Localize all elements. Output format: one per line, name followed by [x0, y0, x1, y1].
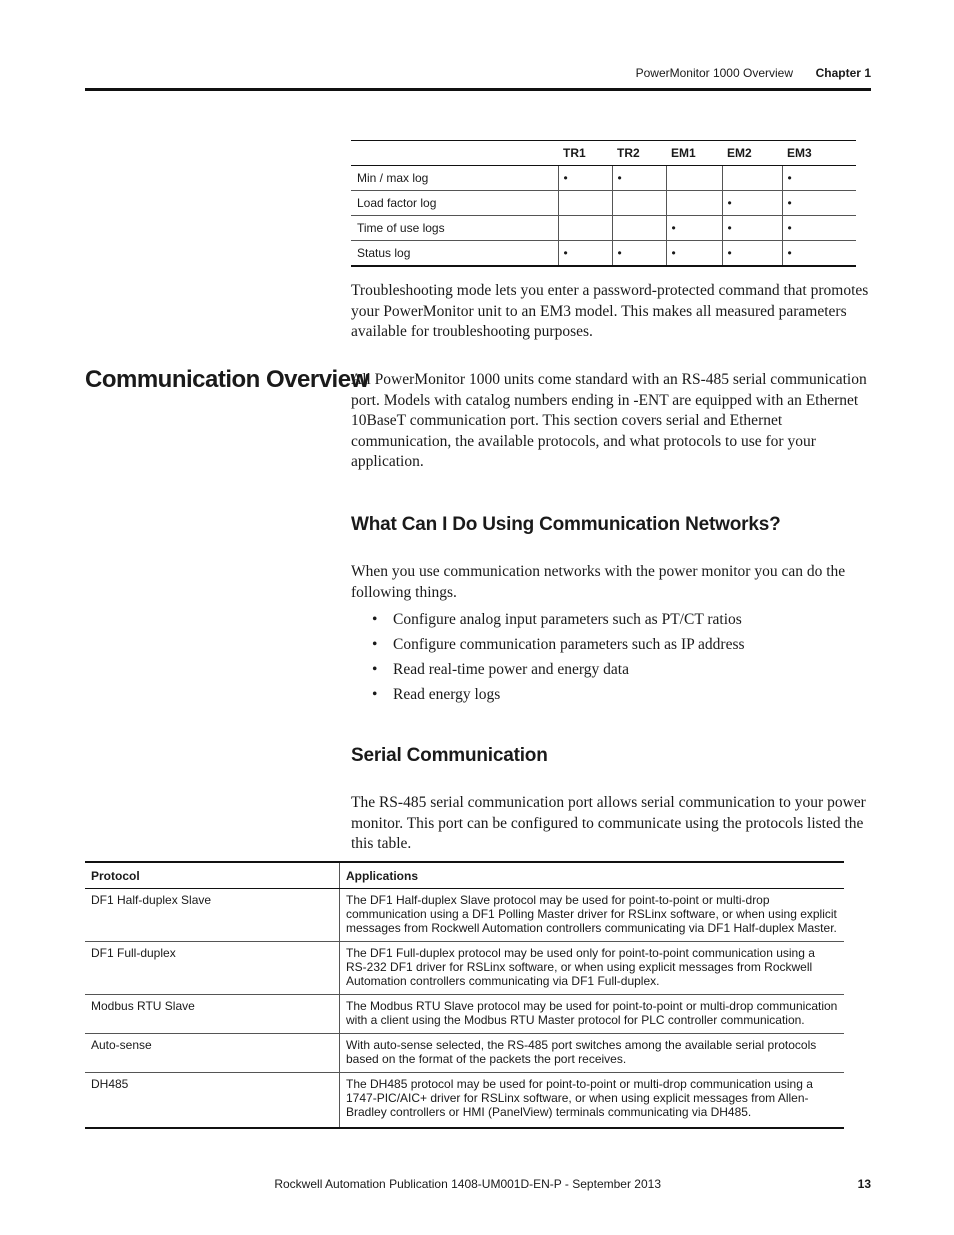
table-cell: •: [722, 191, 782, 216]
table-cell: •: [722, 216, 782, 241]
footer-publication: Rockwell Automation Publication 1408-UM001D-EN-P - September 2013: [274, 1177, 661, 1191]
application-cell: With auto-sense selected, the RS-485 port switches among the available serial protocols based on the format of the packets the port receives.: [340, 1034, 845, 1073]
feature-table-header: EM3: [782, 141, 856, 166]
table-row: [85, 942, 844, 995]
table-cell: •: [782, 216, 856, 241]
protocol-cell: DF1 Half-duplex Slave: [85, 889, 340, 942]
protocol-cell: DH485: [85, 1073, 340, 1129]
row-label: Min / max log: [351, 166, 558, 191]
table-cell: •: [558, 241, 612, 267]
protocol-cell: Modbus RTU Slave: [85, 995, 340, 1034]
feature-table-header-row: [351, 141, 856, 166]
table-cell: •: [722, 241, 782, 267]
header-chapter: Chapter 1: [815, 66, 871, 80]
table-row: [351, 191, 856, 216]
list-item: • Configure analog input parameters such as PT/CT ratios: [372, 607, 745, 632]
table-cell: •: [666, 241, 722, 267]
troubleshooting-paragraph: Troubleshooting mode lets you enter a password-protected command that promotes your PowerMonitor unit to an EM3 model. This makes all measured parameters available for troubleshooting purposes.: [351, 282, 869, 340]
list-item: • Read real-time power and energy data: [372, 657, 745, 682]
feature-table-header: TR2: [612, 141, 666, 166]
table-cell: [666, 166, 722, 191]
row-label: Status log: [351, 241, 558, 267]
table-row: [85, 1034, 844, 1073]
row-label: Time of use logs: [351, 216, 558, 241]
section-heading: Communication Overview: [85, 366, 369, 393]
networks-heading: What Can I Do Using Communication Networks?: [351, 514, 781, 535]
page-number: 13: [857, 1177, 871, 1191]
list-item: • Read energy logs: [372, 682, 745, 707]
list-item: • Configure communication parameters such as IP address: [372, 632, 745, 657]
table-row: [85, 889, 844, 942]
header-title: PowerMonitor 1000 Overview: [635, 66, 793, 80]
table-row: [85, 995, 844, 1034]
protocol-header: Protocol: [85, 862, 340, 889]
application-cell: The DF1 Full-duplex protocol may be used only for point-to-point communication using a RS-232 DF1 driver for RSLinx software, or when using explicit messages from Rockwell Automation controllers communicating via DF1 Full-duplex.: [340, 942, 845, 995]
table-cell: •: [782, 191, 856, 216]
application-cell: The DF1 Half-duplex Slave protocol may be used for point-to-point or multi-drop communication using a DF1 Polling Master driver for RSLinx software, or when using explicit messages from Rockwell Automation controllers communicating via DF1 Half-duplex Master.: [340, 889, 845, 942]
table-row: [351, 166, 856, 191]
feature-table-header: EM2: [722, 141, 782, 166]
application-cell: The Modbus RTU Slave protocol may be used for point-to-point or multi-drop communication with a client using the Modbus RTU Master protocol for PLC controller communication.: [340, 995, 845, 1034]
protocol-cell: Auto-sense: [85, 1034, 340, 1073]
application-cell: The DH485 protocol may be used for point-to-point or multi-drop communication using a 1747-PIC/AIC+ driver for RSLinx software, or when using explicit messages from Allen-Bradley controllers or HMI (PanelView) terminals communicating via DH485.: [340, 1073, 845, 1129]
serial-heading: Serial Communication: [351, 745, 548, 766]
table-cell: [612, 191, 666, 216]
protocol-table: [85, 861, 844, 1129]
table-cell: •: [782, 166, 856, 191]
bullet-list: [372, 607, 745, 707]
table-row: [351, 241, 856, 267]
feature-table-header: TR1: [558, 141, 612, 166]
table-cell: [666, 191, 722, 216]
table-row: [351, 216, 856, 241]
table-cell: •: [612, 166, 666, 191]
table-cell: [612, 216, 666, 241]
serial-paragraph: The RS-485 serial communication port allows serial communication to your power monitor. This port can be configured to communicate using the protocols listed the this table.: [351, 794, 866, 852]
protocol-cell: DF1 Full-duplex: [85, 942, 340, 995]
row-label: Load factor log: [351, 191, 558, 216]
page-header: [85, 66, 871, 82]
header-rule: [85, 88, 871, 91]
feature-table: [351, 140, 856, 267]
table-cell: •: [558, 166, 612, 191]
feature-table-header: EM1: [666, 141, 722, 166]
table-cell: [722, 166, 782, 191]
feature-table-header: [351, 141, 558, 166]
communication-paragraph: All PowerMonitor 1000 units come standard with an RS-485 serial communication port. Models with catalog numbers ending in -ENT are equipped with an Ethernet 10BaseT communication port. This section covers serial and Ethernet communication, the available protocols, and what protocols to use for your application.: [351, 371, 867, 470]
table-cell: •: [666, 216, 722, 241]
networks-paragraph: When you use communication networks with the power monitor you can do the following things.: [351, 563, 846, 601]
table-cell: •: [782, 241, 856, 267]
table-row: [85, 1073, 844, 1129]
applications-header: Applications: [340, 862, 845, 889]
table-cell: [558, 191, 612, 216]
table-cell: •: [612, 241, 666, 267]
protocol-table-header-row: [85, 862, 844, 889]
table-cell: [558, 216, 612, 241]
